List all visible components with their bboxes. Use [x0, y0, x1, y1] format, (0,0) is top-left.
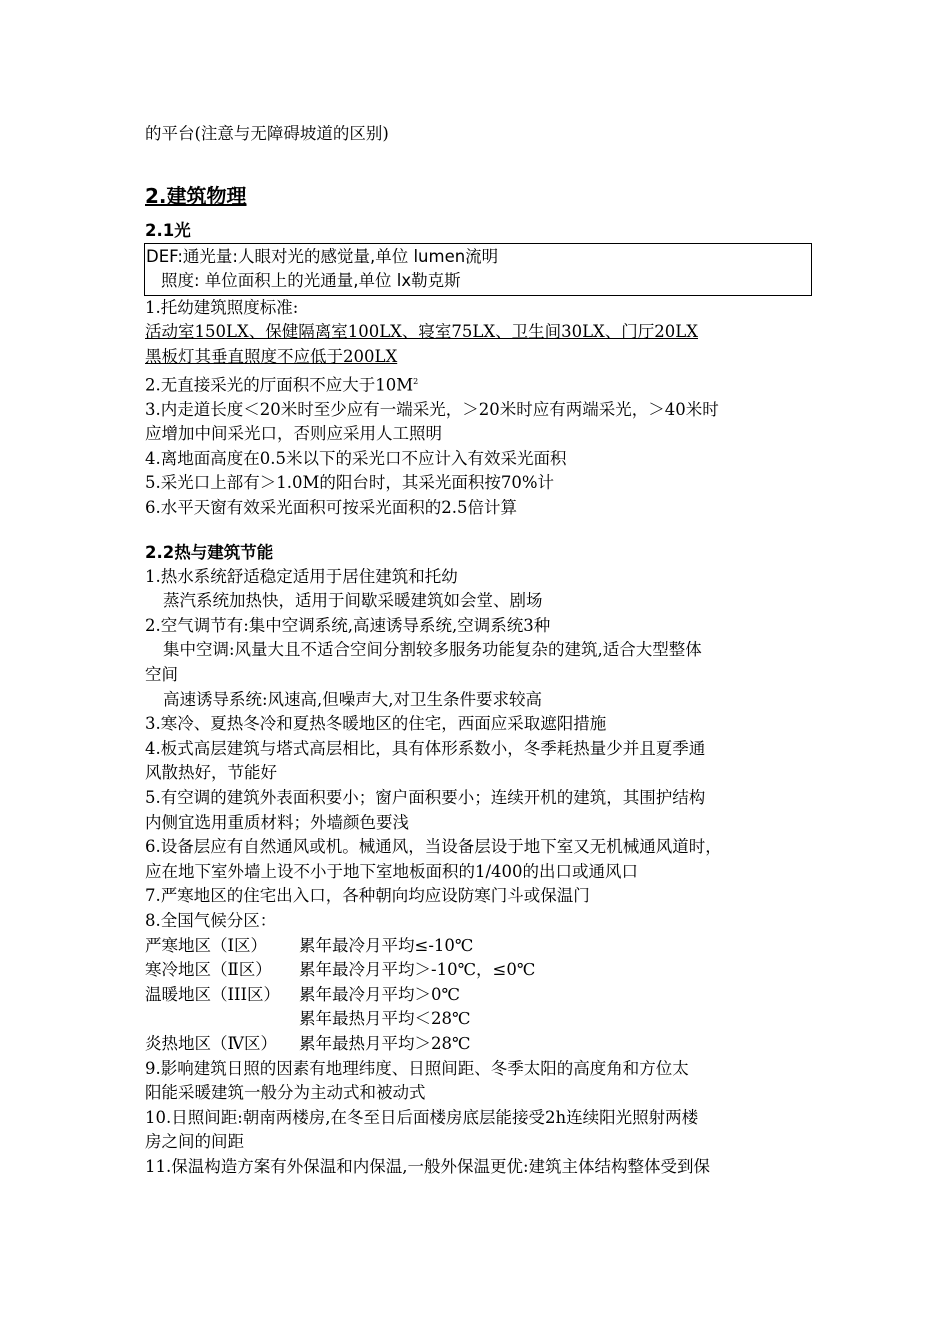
- text-line: 4.离地面高度在0.5米以下的采光口不应计入有效采光面积: [145, 448, 567, 468]
- subsection-heading: 2.1光: [145, 220, 191, 240]
- text-line: 5.采光口上部有＞1.0M的阳台时，其采光面积按70%计: [145, 473, 555, 493]
- text-line: 1.托幼建筑照度标准:: [145, 297, 299, 317]
- definition-line: 照度: 单位面积上的光通量,单位 lx勒克斯: [161, 271, 461, 291]
- text-line: 集中空调:风量大且不适合空间分割较多服务功能复杂的建筑,适合大型整体: [163, 640, 702, 660]
- text-line: 蒸汽系统加热快，适用于间歇采暖建筑如会堂、剧场: [163, 591, 543, 611]
- zone-label: 严寒地区（Ⅰ区）: [145, 935, 268, 955]
- definition-box: [144, 243, 812, 296]
- zone-value: 累年最冷月平均＞0℃: [299, 984, 460, 1004]
- text-line: 8.全国气候分区：: [145, 910, 277, 930]
- text-line: 风散热好，节能好: [145, 763, 277, 783]
- text-line: 6.水平天窗有效采光面积可按采光面积的2.5倍计算: [145, 498, 517, 518]
- text-line: 内侧宜选用重质材料；外墙颜色要浅: [145, 812, 409, 832]
- zone-label: 温暖地区（III区）: [145, 984, 281, 1004]
- climate-zone-row: [145, 1007, 825, 1032]
- text-line: 6.设备层应有自然通风或机。械通风，当设备层设于地下室又无机械通风道时，: [145, 837, 722, 857]
- zone-value: 累年最热月平均＞28℃: [299, 1033, 471, 1053]
- climate-zone-row: [145, 1032, 825, 1057]
- text-line: 9.影响建筑日照的因素有地理纬度、日照间距、冬季太阳的高度角和方位太: [145, 1058, 689, 1078]
- text-line: 3.寒冷、夏热冬冷和夏热冬暖地区的住宅，西面应采取遮阳措施: [145, 714, 607, 734]
- text-line: 活动室150LX、保健隔离室100LX、寝室75LX、卫生间30LX、门厅20LX: [145, 322, 698, 342]
- text-line: 的平台(注意与无障碍坡道的区别): [145, 124, 389, 143]
- text-line: 7.严寒地区的住宅出入口，各种朝向均应设防寒门斗或保温门: [145, 886, 590, 906]
- text-line: 1.热水系统舒适稳定适用于居住建筑和托幼: [145, 566, 458, 586]
- section-heading: 2.建筑物理: [145, 183, 247, 208]
- text-line: 应在地下室外墙上设不小于地下室地板面积的1/400的出口或通风口: [145, 861, 639, 881]
- definition-line: DEF:通光量:人眼对光的感觉量,单位 lumen流明: [146, 246, 499, 266]
- zone-value: 累年最热月平均＜28℃: [299, 1009, 471, 1029]
- text-line: 黑板灯其垂直照度不应低于200LX: [145, 346, 398, 366]
- zone-value: 累年最冷月平均＞-10℃，≤0℃: [299, 960, 536, 980]
- superscript: 2: [413, 376, 419, 386]
- text-line: 2.空气调节有:集中空调系统,高速诱导系统,空调系统3种: [145, 615, 551, 635]
- text-line: 应增加中间采光口，否则应采用人工照明: [145, 424, 442, 444]
- text-span: 2.无直接采光的厅面积不应大于10M: [145, 375, 414, 395]
- text-line: 房之间的间距: [145, 1132, 244, 1152]
- text-line: 5.有空调的建筑外表面积要小；窗户面积要小；连续开机的建筑，其围护结构: [145, 787, 706, 807]
- zone-label: 炎热地区（Ⅳ区）: [145, 1033, 277, 1053]
- climate-zone-row: [145, 983, 825, 1008]
- zone-value: 累年最冷月平均≤-10℃: [299, 935, 474, 955]
- climate-zone-row: [145, 934, 825, 959]
- text-line: 4.板式高层建筑与塔式高层相比，具有体形系数小，冬季耗热量少并且夏季通: [145, 738, 706, 758]
- document-page: [145, 122, 825, 1179]
- text-line: 3.内走道长度＜20米时至少应有一端采光，＞20米时应有两端采光，＞40米时: [145, 399, 719, 419]
- zone-label: 寒冷地区（Ⅱ区）: [145, 960, 272, 980]
- text-line: 高速诱导系统:风速高,但噪声大,对卫生条件要求较高: [163, 689, 543, 709]
- text-line: 10.日照间距:朝南两楼房,在冬至日后面楼房底层能接受2h连续阳光照射两楼: [145, 1107, 699, 1127]
- text-line: 空间: [145, 665, 178, 684]
- subsection-heading: 2.2热与建筑节能: [145, 542, 274, 562]
- text-line: 11.保温构造方案有外保温和内保温,一般外保温更优:建筑主体结构整体受到保: [145, 1156, 711, 1176]
- text-line: [145, 370, 825, 398]
- text-line: 阳能采暖建筑一般分为主动式和被动式: [145, 1083, 426, 1103]
- climate-zone-row: [145, 958, 825, 983]
